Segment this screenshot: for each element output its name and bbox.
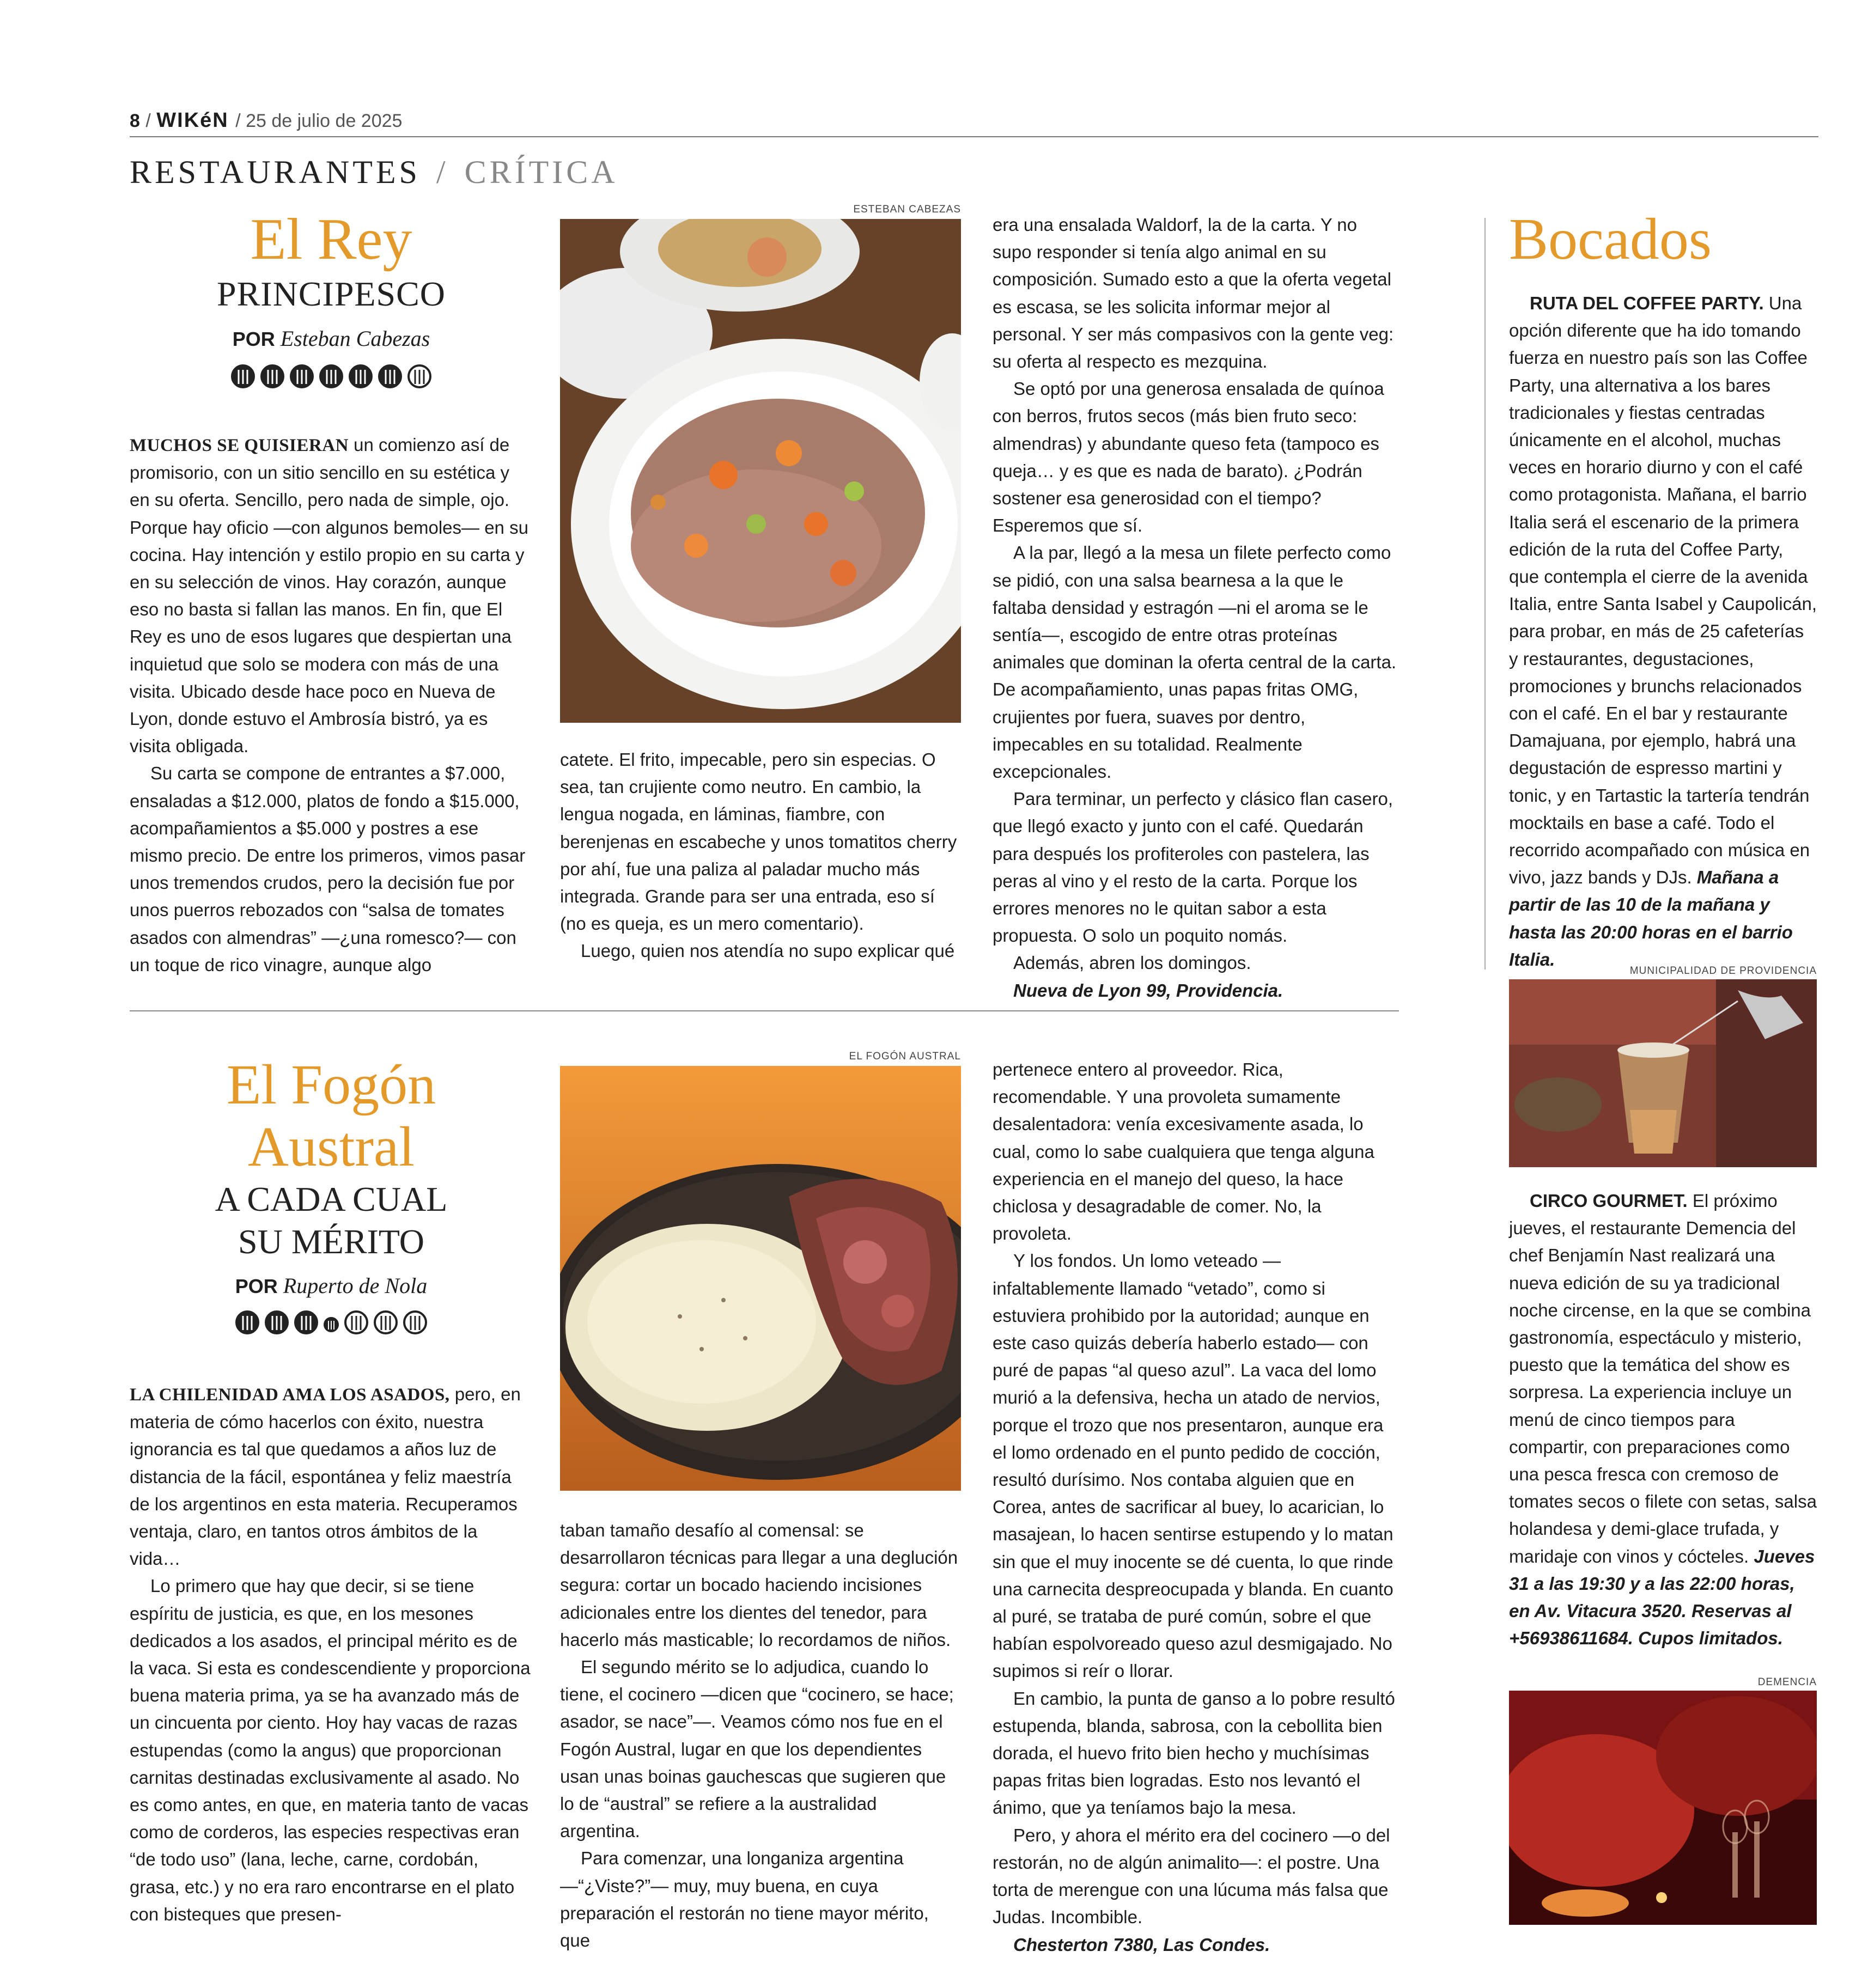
paragraph: A la par, llegó a la mesa un filete perfecto como se pidió, con una salsa bearnesa a la que le faltaba densidad y estragón —ni el aroma se le sentía—, escogido de entre otras proteínas animales que dominan la oferta central de la carta. De acompañamiento, unas papas fritas OMG, crujientes por fuera, suaves por dentro, impecables en su totalidad. Realmente excepcionales. xyxy=(993,542,1397,782)
fork-circle-icon xyxy=(378,364,402,388)
paragraph: taban tamaño desafío al comensal: se desarrollaron técnicas para llegar a una deglución segura: cortar un bocado haciendo incisiones adicionales entre los dientes del tenedor, para hacerlo más masticable; lo recordamos de niños. xyxy=(560,1520,958,1650)
fork-circle-icon xyxy=(344,1310,368,1334)
rating xyxy=(130,1310,533,1334)
review-title-block xyxy=(130,207,533,388)
coffee-photo xyxy=(1509,979,1817,1167)
fork-circle-icon xyxy=(235,1310,259,1334)
review-title-line-2: Austral xyxy=(247,1115,415,1178)
review-subtitle-line-2: SU MÉRITO xyxy=(238,1222,424,1261)
review-subtitle: PRINCIPESCO xyxy=(217,275,446,313)
review-divider xyxy=(130,1010,1399,1011)
event-details: Mañana a partir de las 10 de la mañana y hasta las 20:00 horas en el barrio Italia. xyxy=(1509,867,1793,969)
paragraph: Lo primero que hay que decir, si se tiene espíritu de justicia, es que, en los mesones dedicados a los asados, el principal mérito es de la vaca. Si esta es condescendiente y proporciona buena materia prima, ya se ha avanzado más de un cincuenta por ciento. Hoy hay vacas de razas estupendas (como la angus) que proporcionan carnitas destinadas exclusivamente al asado. No es como antes, en que, en materia tanto de vacas como de corderos, las especies respectivas eran “de todo uso” (lana, leche, carne, cordobán, grasa, etc.) y no era raro encontrarse en el plato con bisteques que presen- xyxy=(130,1576,531,1924)
coffee-illustration xyxy=(1509,979,1817,1167)
section-sep: / xyxy=(436,154,449,190)
page-number: 8 xyxy=(130,111,140,131)
section-label: RESTAURANTES xyxy=(130,154,421,190)
section-heading xyxy=(130,154,618,191)
plate-illustration xyxy=(560,219,961,723)
review-column-3 xyxy=(993,211,1399,1004)
paragraph: LA CHILENIDAD AMA LOS ASADOS, pero, en materia de cómo hacerlos con éxito, nuestra ignorancia es tal que quedamos a años luz de distancia de la fácil, espontánea y feliz maestría de los argentinos en esta materia. Recuperamos ventaja, claro, en tantos otros ámbitos de la vida… xyxy=(130,1384,521,1569)
fork-circle-icon xyxy=(319,364,343,388)
paragraph: CIRCO GOURMET. El próximo jueves, el restaurante Demencia del chef Benjamín Nast realizará una nueva edición de su ya tradicional noche circense, en la que se combina gastronomía, espectáculo y misterio, puesto que la temática del show es sorpresa. La experiencia incluye un menú de cinco tiempos para compartir, con preparaciones como una pesca fresca con cremoso de tomates secos o filete con setas, salsa holandesa y demi-glace trufada, y maridaje con vinos y cócteles. Jueves 31 a las 19:30 y a las 22:00 horas, en Av. Vitacura 3520. Reservas al +56938611684. Cupos limitados. xyxy=(1509,1191,1817,1649)
review-subtitle-line-1: A CADA CUAL xyxy=(215,1180,448,1218)
paragraph: RUTA DEL COFFEE PARTY. Una opción diferente que ha ido tomando fuerza en nuestro país son las Coffee Party, una alternativa a los bares tradicionales y fiestas centradas únicamente en el alcohol, muchas veces en horario diurno y con el café como protagonista. Mañana, el barrio Italia será el escenario de la primera edición de la ruta del Coffee Party, que contempla el cierre de la avenida Italia, entre Santa Isabel y Caupolicán, para probar, en más de 25 cafeterías y restaurantes, degustaciones, promociones y brunchs relacionados con el café. En el bar y restaurante Damajuana, por ejemplo, habrá una degustación de espresso martini y tonic, y en Tartastic la tartería tendrán mocktails en base a café. Todo el recorrido acompañado con música en vivo, jazz bands y DJs. Mañana a partir de las 10 de la mañana y hasta las 20:00 horas en el barrio Italia. xyxy=(1509,293,1817,969)
restaurant-illustration xyxy=(1509,1691,1817,1925)
paragraph: En cambio, la punta de ganso a lo pobre resultó estupenda, blanda, sabrosa, con la cebollita bien dorada, el huevo frito bien hecho y muchísimas papas fritas bien logradas. Esto nos levantó el ánimo, que ya teníamos bajo la mesa. xyxy=(993,1688,1395,1818)
paragraph: El segundo mérito se lo adjudica, cuando lo tiene, el cocinero —dicen que “cocinero, se hace; asador, se nace”—. Veamos cómo nos fue en el Fogón Austral, lugar en que los dependientes usan unas boinas gauchescas que sugieren que lo de “austral” se refiere a la australidad argentina. xyxy=(560,1657,954,1841)
paragraph: Y los fondos. Un lomo veteado —infaltablemente llamado “vetado”, como si estuviera prohibido por la autoridad; aunque en este caso quizás debería haberlo estado— con puré de papas “al queso azul”. La vaca del lomo murió a la defensiva, hecha un atado de nervios, porque el trozo que nos presentaron, aunque era el lomo ordenado en el punto pedido de cocción, resultó durísimo. Nos contaba alguien que en Corea, antes de sacrificar al buey, lo acarician, lo masajean, lo hacen sentirse estupendo y lo matan sin que el muy inocente se dé cuenta, lo que rinde una carnecita despreocupada y blanda. En cuanto al puré, se trataba de puré común, sobre el que habían espolvoreado queso azul desmigajado. No supimos si reír o llorar. xyxy=(993,1251,1394,1681)
page-header xyxy=(130,109,1818,136)
byline-label: POR xyxy=(232,328,275,350)
fork-circle-icon xyxy=(265,1310,289,1334)
review-column-2 xyxy=(560,1517,961,1954)
byline xyxy=(130,1273,533,1298)
byline xyxy=(130,326,533,351)
photo-credit: DEMENCIA xyxy=(1757,1676,1817,1688)
review-title-line-1: El Fogón xyxy=(226,1053,436,1116)
review-column-1 xyxy=(130,431,533,979)
lead-in: LA CHILENIDAD AMA LOS ASADOS, xyxy=(130,1385,450,1405)
photo-credit: ESTEBAN CABEZAS xyxy=(853,204,961,215)
author-name: Esteban Cabezas xyxy=(280,326,430,351)
restaurant-address: Nueva de Lyon 99, Providencia. xyxy=(1013,980,1283,1001)
review-el-rey xyxy=(130,204,1399,1002)
sidebar-item-coffee-party xyxy=(1509,290,1817,973)
subsection-label: CRÍTICA xyxy=(464,154,618,190)
fork-circle-icon xyxy=(407,364,431,388)
restaurant-address: Chesterton 7380, Las Condes. xyxy=(1013,1934,1270,1955)
paragraph: era una ensalada Waldorf, la de la carta. Y no supo responder si tenía algo animal en su composición. Sumado esto a que la oferta vegetal es escasa, se les solicita informar mejor al personal. Y ser más compasivos con la gente veg: su oferta al respecto es mezquina. xyxy=(993,215,1394,372)
review-title: El Rey xyxy=(250,207,412,272)
fork-circle-icon xyxy=(290,364,314,388)
fork-circle-icon xyxy=(374,1310,398,1334)
fork-circle-icon xyxy=(260,364,284,388)
sidebar-rule xyxy=(1484,218,1486,969)
lead-in: CIRCO GOURMET. xyxy=(1530,1191,1688,1211)
asado-illustration xyxy=(560,1066,961,1491)
sidebar-item-circo-gourmet xyxy=(1509,1187,1817,1652)
sidebar-title: Bocados xyxy=(1509,207,1712,272)
byline-label: POR xyxy=(235,1275,278,1297)
issue-date: / 25 de julio de 2025 xyxy=(235,111,403,131)
header-rule xyxy=(130,136,1818,137)
rating xyxy=(130,364,533,388)
paragraph: MUCHOS SE QUISIERAN un comienzo así de promisorio, con un sitio sencillo en su estética y en su oferta. Sencillo, pero nada de simple, ojo. Porque hay oficio —con algunos bemoles— en su cocina. Hay intención y estilo propio en su carta y en su selección de vinos. Hay corazón, aunque eso no basta si fallan las manos. En fin, que El Rey es uno de esos lugares que despiertan una inquietud que solo se modera con más de una visita. Ubicado desde hace poco en Nueva de Lyon, donde estuvo el Ambrosía bistró, ya es visita obligada. xyxy=(130,435,528,757)
paragraph: Para comenzar, una longaniza argentina —“¿Viste?”— muy, muy buena, en cuya preparación el restorán no tiene mayor mérito, que xyxy=(560,1848,929,1951)
photo-credit: EL FOGÓN AUSTRAL xyxy=(849,1051,961,1062)
review-column-3 xyxy=(993,1056,1399,1959)
lead-in: MUCHOS SE QUISIERAN xyxy=(130,436,349,455)
paragraph: Además, abren los domingos. xyxy=(1013,953,1251,973)
brand-logo: WIKéN xyxy=(156,109,229,132)
fork-circle-icon xyxy=(231,364,255,388)
restaurant-photo xyxy=(1509,1691,1817,1925)
paragraph: Se optó por una generosa ensalada de quínoa con berros, frutos secos (más bien fruto seco: almendras) y abundante queso feta (tampoco es queja… y es que es nada de barato). ¿Podrán sostener esa generosidad con el tiempo? Esperemos que sí. xyxy=(993,379,1384,536)
paragraph: Pero, y ahora el mérito era del cocinero —o del restorán, no de algún animalito—: el postre. Una torta de merengue con una lúcuma más falsa que Judas. Incombible. xyxy=(993,1825,1390,1928)
paragraph: catete. El frito, impecable, pero sin especias. O sea, tan crujiente como neutro. En cambio, la lengua nogada, en láminas, fiambre, con berenjenas en escabeche y unos tomatitos cherry por ahí, fue una paliza al paladar mucho más integrada. Grande para ser una entrada, eso sí (no es queja, es un mero comentario). xyxy=(560,749,957,934)
header-separator: / xyxy=(145,111,151,131)
fork-circle-icon xyxy=(403,1310,427,1334)
review-title-block xyxy=(130,1054,533,1334)
event-details: Jueves 31 a las 19:30 y a las 22:00 horas, en Av. Vitacura 3520. Reservas al +56938611684. Cupos limitados. xyxy=(1509,1546,1815,1649)
paragraph: pertenece entero al proveedor. Rica, recomendable. Y una provoleta sumamente desalentadora: venía excesivamente asada, lo cual, como lo sabe cualquiera que tenga alguna experiencia en el manejo del queso, la hace chiclosa y desagradable de comer. No, la provoleta. xyxy=(993,1059,1374,1244)
author-name: Ruperto de Nola xyxy=(283,1273,428,1298)
food-photo-asado xyxy=(560,1066,961,1491)
sidebar-bocados xyxy=(1509,207,1817,1950)
fork-circle-icon xyxy=(324,1317,339,1332)
fork-circle-icon xyxy=(294,1310,318,1334)
review-column-1 xyxy=(130,1381,533,1928)
food-photo-lengua xyxy=(560,219,961,723)
fork-circle-icon xyxy=(349,364,373,388)
photo-credit: MUNICIPALIDAD DE PROVIDENCIA xyxy=(1629,965,1817,977)
lead-in: RUTA DEL COFFEE PARTY. xyxy=(1530,293,1764,313)
review-column-2 xyxy=(560,746,961,965)
paragraph: Su carta se compone de entrantes a $7.000, ensaladas a $12.000, platos de fondo a $15.000, acompañamientos a $5.000 y postres a ese mismo precio. De entre los primeros, vimos pasar unos tremendos crudos, pero la decisión fue por unos puerros rebozados con “salsa de tomates asados con almendras” —¿una romesco?— con un toque de rico vinagre, aunque algo xyxy=(130,763,526,975)
review-el-fogon-austral xyxy=(130,1051,1399,1955)
paragraph: Para terminar, un perfecto y clásico flan casero, que llegó exacto y junto con el café. Quedarán para después los profiteroles con pastelera, las peras al vino y el resto de la carta. Porque los errores menores no le quitan sabor a esta propuesta. O solo un poquito nomás. xyxy=(993,789,1393,946)
paragraph: Luego, quien nos atendía no supo explicar qué xyxy=(581,941,955,961)
